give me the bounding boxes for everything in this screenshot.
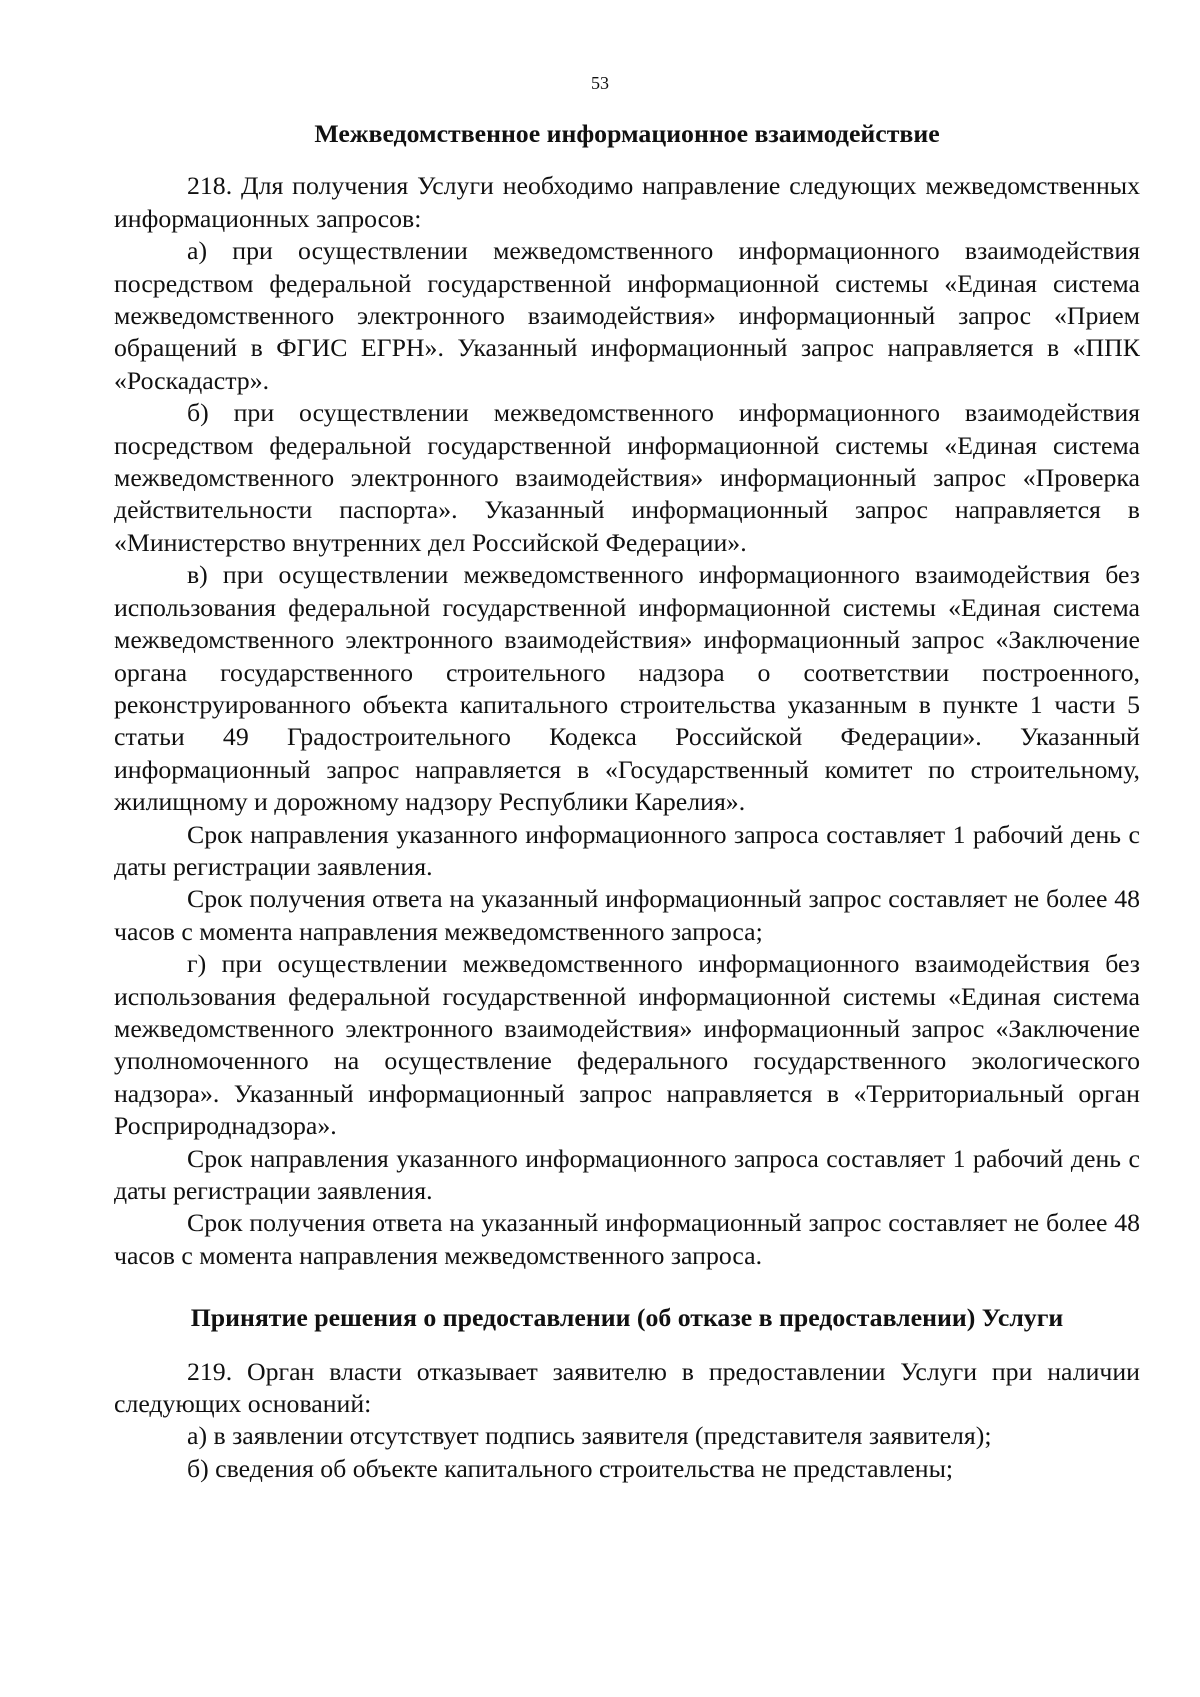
paragraph-218: 218. Для получения Услуги необходимо направление следующих межведомственных информационных запросов: — [114, 171, 1140, 233]
paragraph-218-b: б) при осуществлении межведомственного информационного взаимодействия посредством федеральной государственной информационной системы «Единая система межведомственного электронного взаимодействия» информационный запрос «Проверка действительности паспорта». Указанный информационный запрос направляется в «Министерство внутренних дел Российской Федерации». — [114, 398, 1140, 557]
paragraph-218-g-send-term: Срок направления указанного информационного запроса составляет 1 рабочий день с даты регистрации заявления. — [114, 1143, 1140, 1205]
paragraph-218-v-send-term: Срок направления указанного информационного запроса составляет 1 рабочий день с даты регистрации заявления. — [114, 819, 1140, 881]
page-number: 53 — [591, 73, 609, 93]
section-heading: Межведомственное информационное взаимодействие — [314, 119, 940, 148]
document-body — [114, 118, 1140, 1485]
paragraph-219-a: а) в заявлении отсутствует подпись заявителя (представителя заявителя); — [187, 1421, 992, 1451]
paragraph-219-b: б) сведения об объекте капитального строительства не представлены; — [187, 1453, 954, 1483]
paragraph-219: 219. Орган власти отказывает заявителю в предоставлении Услуги при наличии следующих оснований: — [114, 1356, 1140, 1419]
section-interagency-interaction — [114, 118, 1140, 1272]
section-decision — [114, 1302, 1140, 1485]
paragraph-218-v-response-term: Срок получения ответа на указанный информационный запрос составляет не более 48 часов с момента направления межведомственного запроса; — [114, 884, 1140, 946]
paragraph-218-a: а) при осуществлении межведомственного информационного взаимодействия посредством федеральной государственной информационной системы «Единая система межведомственного электронного взаимодействия» информационный запрос «Прием обращений в ФГИС ЕГРН». Указанный информационный запрос направляется в «ППК «Роскадастр». — [114, 236, 1140, 395]
paragraph-218-g: г) при осуществлении межведомственного информационного взаимодействия без использования федеральной государственной информационной системы «Единая система межведомственного электронного взаимодействия» информационный запрос «Заключение уполномоченного на осуществление федерального государственного экологического надзора». Указанный информационный запрос направляется в «Территориальный орган Росприроднадзора». — [114, 949, 1140, 1141]
paragraph-218-v: в) при осуществлении межведомственного информационного взаимодействия без использования федеральной государственной информационной системы «Единая система межведомственного электронного взаимодействия» информационный запрос «Заключение органа государственного строительного надзора о соответствии построенного, реконструированного объекта капитального строительства указанным в пункте 1 части 5 статьи 49 Градостроительного Кодекса Российской Федерации». Указанный информационный запрос направляется в «Государственный комитет по строительному, жилищному и дорожному надзору Республики Карелия». — [114, 560, 1140, 817]
section-heading: Принятие решения о предоставлении (об отказе в предоставлении) Услуги — [190, 1303, 1064, 1333]
paragraph-218-g-response-term: Срок получения ответа на указанный информационный запрос составляет не более 48 часов с момента направления межведомственного запроса. — [114, 1208, 1140, 1270]
